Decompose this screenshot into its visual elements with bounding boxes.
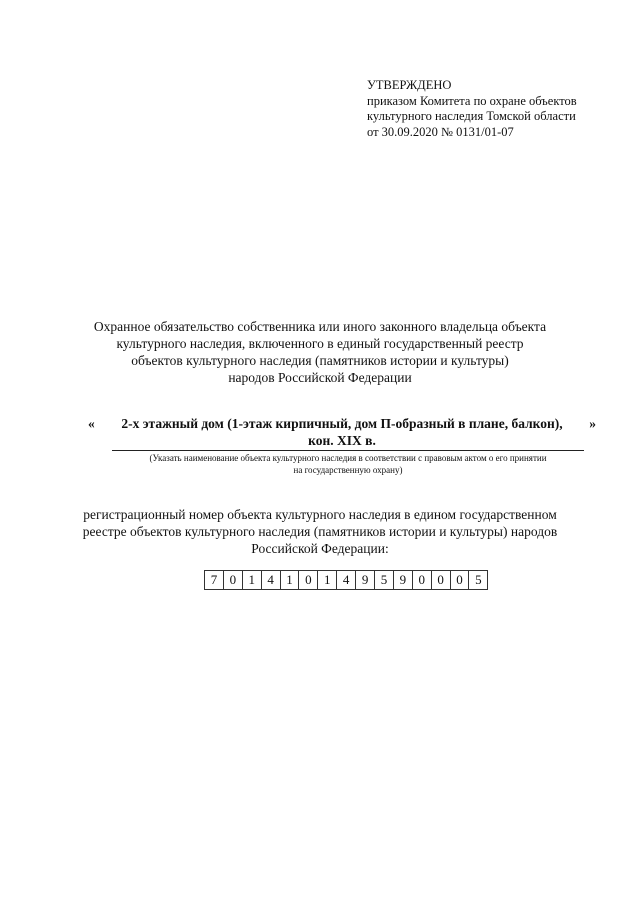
registration-line-3: Российской Федерации: [251, 541, 389, 556]
reg-digit: 9 [394, 571, 413, 589]
hint-line-1: (Указать наименование объекта культурного наследия в соответствии с правовым актом о его принятии [149, 453, 547, 463]
reg-digit: 9 [356, 571, 375, 589]
reg-digit: 1 [281, 571, 300, 589]
title-line-1: Охранное обязательство собственника или иного законного владельца объекта [93, 319, 547, 334]
object-name-row [88, 415, 596, 449]
registration-line-1: регистрационный номер объекта культурного наследия в едином государственном [83, 507, 557, 522]
reg-digit: 4 [337, 571, 356, 589]
reg-digit: 1 [318, 571, 337, 589]
reg-digit: 0 [432, 571, 451, 589]
approval-line-1: приказом Комитета по охране объектов [367, 93, 577, 108]
hint-line-2: на государственную охрану) [293, 465, 403, 475]
reg-digit: 1 [243, 571, 262, 589]
registration-number-boxes [204, 570, 488, 590]
registration-line-2: реестре объектов культурного наследия (памятников истории и культуры) народов [82, 524, 558, 539]
reg-digit: 5 [375, 571, 394, 589]
registration-text [0, 506, 640, 557]
title-line-4: народов Российской Федерации [228, 370, 412, 385]
approval-line-3: от 30.09.2020 № 0131/01-07 [367, 124, 514, 139]
approval-line-2: культурного наследия Томской области [367, 109, 576, 123]
title-line-3: объектов культурного наследия (памятников истории и культуры) [131, 353, 509, 368]
reg-digit: 0 [413, 571, 432, 589]
object-name-hint [112, 452, 584, 476]
reg-digit: 0 [451, 571, 470, 589]
reg-digit: 0 [224, 571, 243, 589]
reg-digit: 4 [262, 571, 281, 589]
object-name-line-1: 2-х этажный дом (1-этаж кирпичный, дом П-образный в плане, балкон), [121, 416, 563, 431]
document-title [0, 318, 640, 386]
reg-digit: 5 [475, 572, 482, 587]
underline-divider [112, 450, 584, 451]
object-name [88, 415, 596, 449]
approval-heading: УТВЕРЖДЕНО [367, 78, 452, 92]
reg-digit: 7 [205, 571, 224, 589]
approval-block [367, 78, 577, 140]
open-quote: « [88, 416, 95, 431]
title-line-2: культурного наследия, включенного в единый государственный реестр [116, 336, 524, 351]
reg-digit: 0 [299, 571, 318, 589]
close-quote: » [589, 416, 596, 431]
object-name-line-2: кон. XIX в. [308, 433, 376, 448]
